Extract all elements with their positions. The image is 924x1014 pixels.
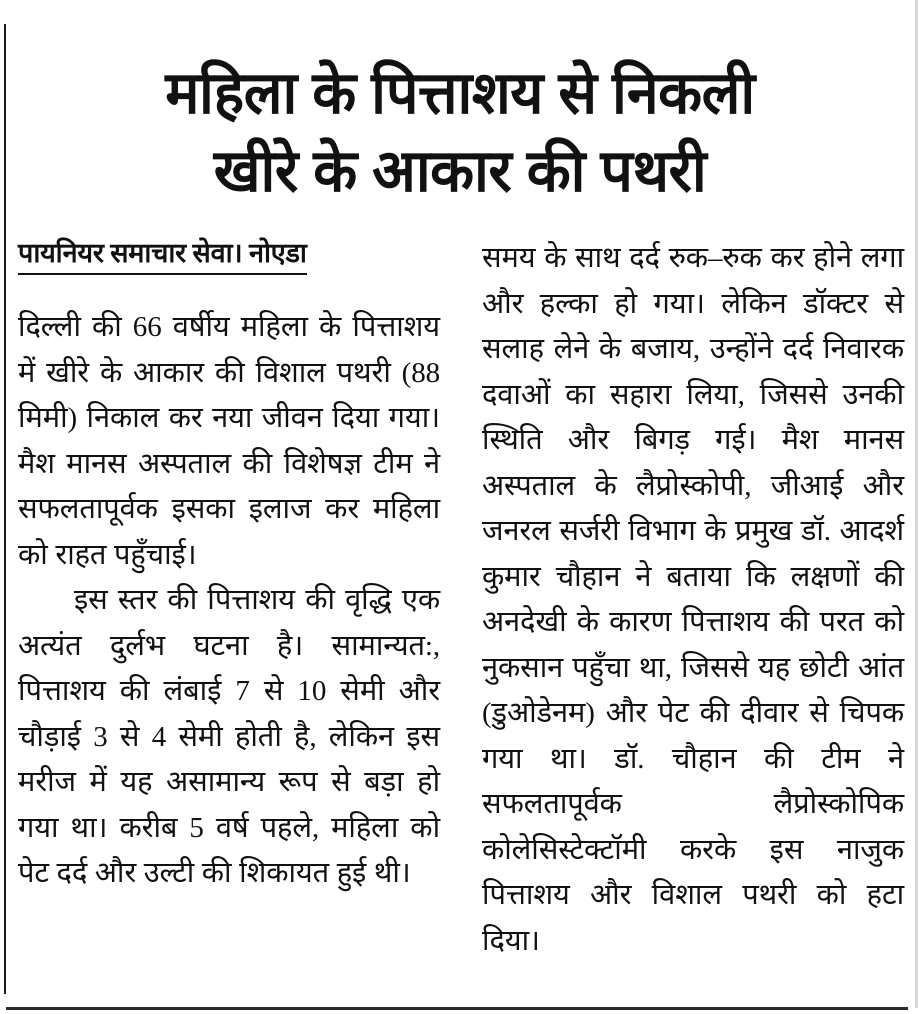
right-border-rule — [915, 0, 918, 1008]
headline-line-1: महिला के पित्ताशय से निकली — [165, 59, 755, 126]
headline-line-2: खीरे के आकार की पथरी — [213, 137, 707, 204]
left-paragraph-2: इस स्तर की पित्ताशय की वृद्धि एक अत्यंत दुर्लभ घटना है। सामान्यत:, पित्ताशय की लंबाई 7 से 10 सेमी और चौड़ाई 3 से 4 सेमी होती है, लेकिन इस मरीज में यह असामान्य रूप से बड़ा हो गया था। करीब 5 वर्ष पहले, महिला को पेट दर्द और उल्टी की शिकायत हुई थी। — [18, 584, 440, 889]
bottom-border-rule — [6, 1007, 908, 1010]
left-column — [18, 236, 440, 988]
article-body-columns — [18, 236, 904, 988]
article-byline: पायनियर समाचार सेवा। नोएडा — [18, 236, 307, 275]
right-column — [482, 236, 904, 988]
left-paragraph-1: दिल्ली की 66 वर्षीय महिला के पित्ताशय में खीरे के आकार की विशाल पथरी (88 मिमी) निकाल कर नया जीवन दिया गया। मैश मानस अस्पताल की विशेषज्ञ टीम ने सफलतापूर्वक इसका इलाज कर महिला को राहत पहुँचाई। — [18, 311, 440, 571]
left-border-rule — [4, 24, 6, 994]
article-headline — [31, 54, 888, 210]
right-paragraph-1: समय के साथ दर्द रुक–रुक कर होने लगा और हल्का हो गया। लेकिन डॉक्टर से सलाह लेने के बजाय, उन्होंने दर्द निवारक दवाओं का सहारा लिया, जिससे उनकी स्थिति और बिगड़ गई। मैश मानस अस्पताल के लैप्रोस्कोपी, जीआई और जनरल सर्जरी विभाग के प्रमुख डॉ. आदर्श कुमार चौहान ने बताया कि लक्षणों की अनदेखी के कारण पित्ताशय की परत को नुकसान पहुँचा था, जिससे यह छोटी आंत (डुओडेनम) और पेट की दीवार से चिपक गया था। डॉ. चौहान की टीम ने सफलतापूर्वक लैप्रोस्कोपिक कोलेसिस्टेक्टॉमी करके इस नाजुक पित्ताशय और विशाल पथरी को हटा दिया। — [482, 242, 904, 957]
